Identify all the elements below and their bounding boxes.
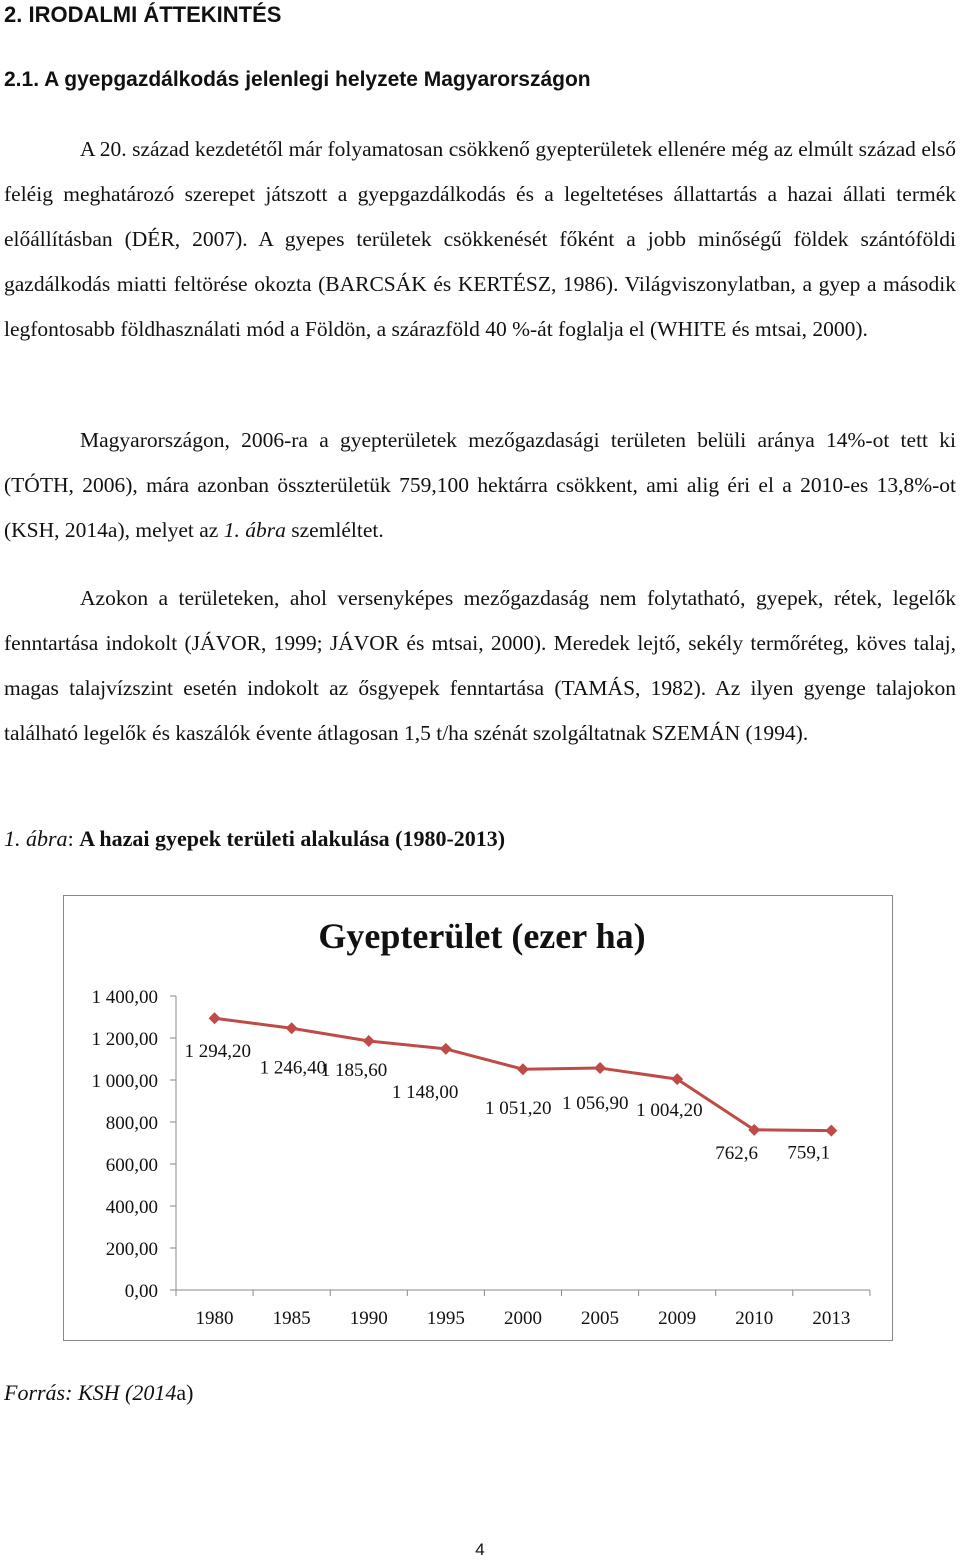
- y-tick-label: 1 400,00: [91, 987, 158, 1008]
- data-point-marker: [363, 1035, 375, 1047]
- data-label: 1 185,60: [320, 1060, 388, 1082]
- chart-title: Gyepterület (ezer ha): [318, 916, 646, 956]
- data-point-marker: [594, 1062, 606, 1074]
- y-tick-label: 0,00: [124, 1281, 158, 1302]
- y-tick-label: 800,00: [105, 1113, 158, 1134]
- data-label: 1 294,20: [184, 1041, 252, 1063]
- data-point-marker: [209, 1012, 221, 1024]
- y-tick-label: 600,00: [105, 1155, 158, 1176]
- paragraph-3: Azokon a területeken, ahol versenyképes mezőgazdaság nem folytatható, gyepek, rétek, legelők fenntartása indokolt (JÁVOR, 1999; JÁVOR és mtsai, 2000). Meredek lejtő, sekély termőréteg, köves talaj, magas talajvízszint esetén indokolt az ősgyepek fenntartása (TAMÁS, 1982). Az ilyen gyenge talajokon található legelők és kaszálók évente átlagosan 1,5 t/ha szénát szolgáltatnak SZEMÁN (1994).: [4, 586, 956, 745]
- data-point-marker: [286, 1022, 298, 1034]
- x-tick-label: 2009: [658, 1308, 697, 1329]
- x-tick-label: 2013: [812, 1308, 851, 1329]
- figure-caption-ref: 1. ábra: [4, 826, 68, 851]
- y-tick-label: 1 200,00: [91, 1029, 158, 1050]
- data-label: 759,1: [787, 1142, 831, 1164]
- paragraph-2-text-after: szemléltet.: [285, 518, 384, 542]
- page-number: 4: [475, 1540, 485, 1559]
- data-point-marker: [825, 1125, 837, 1137]
- figure-reference: 1. ábra: [223, 518, 286, 542]
- data-label: 1 004,20: [636, 1100, 703, 1122]
- data-label: 1 148,00: [391, 1081, 459, 1103]
- x-tick-label: 1995: [426, 1308, 465, 1329]
- chart-container: [63, 895, 893, 1341]
- data-label: 762,6: [715, 1142, 758, 1164]
- line-chart: [64, 896, 892, 1340]
- section-heading: 2. IRODALMI ÁTTEKINTÉS: [4, 2, 282, 27]
- source-note-suffix: a): [176, 1380, 194, 1405]
- paragraph-2: [4, 418, 956, 553]
- data-point-marker: [440, 1043, 452, 1055]
- x-tick-label: 1980: [195, 1308, 234, 1329]
- x-tick-label: 2005: [581, 1308, 620, 1329]
- y-tick-label: 200,00: [105, 1239, 158, 1260]
- x-tick-label: 2000: [503, 1308, 542, 1329]
- paragraph-2-text-before: Magyarországon, 2006-ra a gyepterületek mezőgazdasági területen belüli aránya 14%-ot tett ki (TÓTH, 2006), mára azonban összterületük 759,100 hektárra csökkent, ami alig éri el a 2010-es 13,8%-ot (KSH, 2014a), melyet az: [4, 428, 956, 542]
- figure-caption: [4, 826, 505, 852]
- data-label: 1 246,40: [259, 1057, 327, 1079]
- subsection-heading: 2.1. A gyepgazdálkodás jelenlegi helyzete Magyarországon: [4, 68, 591, 91]
- figure-caption-title: A hazai gyepek területi alakulása (1980-2013): [79, 826, 506, 851]
- paragraph-1: A 20. század kezdetétől már folyamatosan csökkenő gyepterületek ellenére még az elmúlt század első feléig meghatározó szerepet játszott a gyepgazdálkodás és a legeltetéses állattartás a hazai állati termék előállításban (DÉR, 2007). A gyepes területek csökkenését főként a jobb minőségű földek szántóföldi gazdálkodás miatti feltörése okozta (BARCSÁK és KERTÉSZ, 1986). Világviszonylatban, a gyep a második legfontosabb földhasználati mód a Földön, a szárazföld 40 %-át foglalja el (WHITE és mtsai, 2000).: [4, 137, 956, 341]
- data-label: 1 056,90: [562, 1093, 629, 1115]
- x-tick-label: 1985: [272, 1308, 311, 1329]
- data-point-marker: [517, 1063, 529, 1075]
- x-tick-label: 2010: [735, 1308, 774, 1329]
- source-note-text: Forrás: KSH (2014: [4, 1380, 177, 1405]
- y-tick-label: 1 000,00: [91, 1071, 158, 1092]
- source-note: [4, 1380, 193, 1406]
- figure-caption-separator: :: [67, 826, 80, 851]
- y-tick-label: 400,00: [105, 1197, 158, 1218]
- x-tick-label: 1990: [349, 1308, 388, 1329]
- data-label: 1 051,20: [484, 1098, 552, 1120]
